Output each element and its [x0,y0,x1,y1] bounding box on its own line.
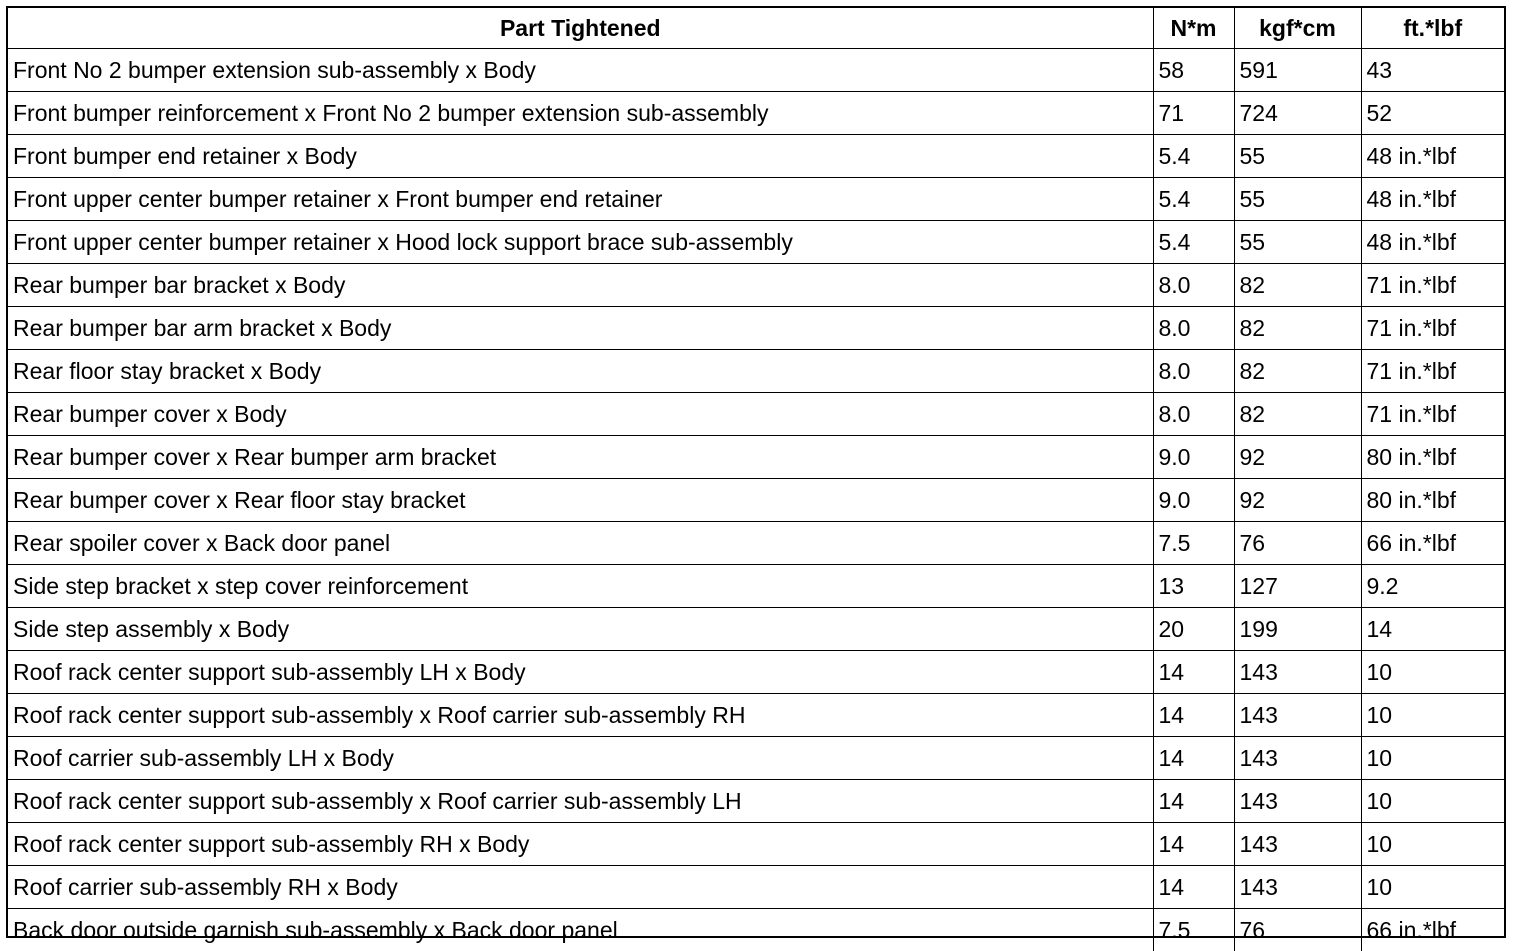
cell-ft-lbf: 80 in.*lbf [1361,479,1504,522]
cell-ft-lbf: 66 in.*lbf [1361,522,1504,565]
table-row [8,221,1504,264]
cell-part-tightened: Roof rack center support sub-assembly x Roof carrier sub-assembly LH [8,780,1153,823]
cell-part-tightened: Front upper center bumper retainer x Front bumper end retainer [8,178,1153,221]
table-row [8,823,1504,866]
cell-ft-lbf: 9.2 [1361,565,1504,608]
torque-spec-table-frame [6,6,1506,938]
table-row [8,866,1504,909]
cell-nm: 8.0 [1153,350,1234,393]
cell-kgf-cm: 199 [1234,608,1361,651]
table-row [8,565,1504,608]
cell-part-tightened: Front bumper end retainer x Body [8,135,1153,178]
cell-nm: 14 [1153,694,1234,737]
cell-part-tightened: Rear spoiler cover x Back door panel [8,522,1153,565]
table-row [8,694,1504,737]
cell-ft-lbf: 10 [1361,651,1504,694]
cell-kgf-cm: 92 [1234,479,1361,522]
cell-kgf-cm: 143 [1234,737,1361,780]
cell-part-tightened: Side step bracket x step cover reinforcement [8,565,1153,608]
table-row [8,307,1504,350]
cell-part-tightened: Roof rack center support sub-assembly LH x Body [8,651,1153,694]
torque-spec-table [8,8,1504,951]
table-row [8,780,1504,823]
cell-part-tightened: Roof carrier sub-assembly RH x Body [8,866,1153,909]
cell-kgf-cm: 55 [1234,178,1361,221]
cell-part-tightened: Side step assembly x Body [8,608,1153,651]
cell-nm: 7.5 [1153,909,1234,951]
table-row [8,92,1504,135]
cell-part-tightened: Rear floor stay bracket x Body [8,350,1153,393]
cell-kgf-cm: 143 [1234,823,1361,866]
cell-ft-lbf: 43 [1361,49,1504,92]
cell-ft-lbf: 80 in.*lbf [1361,436,1504,479]
cell-ft-lbf: 48 in.*lbf [1361,221,1504,264]
cell-kgf-cm: 143 [1234,866,1361,909]
cell-nm: 8.0 [1153,264,1234,307]
header-ft-lbf: ft.*lbf [1361,8,1504,49]
table-body [8,49,1504,951]
cell-part-tightened: Roof rack center support sub-assembly RH x Body [8,823,1153,866]
table-row [8,909,1504,951]
cell-ft-lbf: 52 [1361,92,1504,135]
cell-nm: 9.0 [1153,479,1234,522]
cell-nm: 58 [1153,49,1234,92]
cell-ft-lbf: 48 in.*lbf [1361,178,1504,221]
table-row [8,436,1504,479]
cell-kgf-cm: 82 [1234,350,1361,393]
cell-ft-lbf: 10 [1361,694,1504,737]
cell-part-tightened: Front bumper reinforcement x Front No 2 bumper extension sub-assembly [8,92,1153,135]
table-row [8,178,1504,221]
cell-kgf-cm: 76 [1234,909,1361,951]
cell-kgf-cm: 143 [1234,780,1361,823]
cell-nm: 5.4 [1153,135,1234,178]
cell-kgf-cm: 82 [1234,307,1361,350]
cell-ft-lbf: 66 in.*lbf [1361,909,1504,951]
cell-nm: 8.0 [1153,393,1234,436]
cell-ft-lbf: 48 in.*lbf [1361,135,1504,178]
cell-nm: 13 [1153,565,1234,608]
cell-nm: 8.0 [1153,307,1234,350]
table-row [8,264,1504,307]
cell-kgf-cm: 55 [1234,221,1361,264]
cell-kgf-cm: 127 [1234,565,1361,608]
table-row [8,350,1504,393]
cell-kgf-cm: 92 [1234,436,1361,479]
cell-kgf-cm: 82 [1234,264,1361,307]
cell-part-tightened: Front No 2 bumper extension sub-assembly x Body [8,49,1153,92]
table-row [8,135,1504,178]
cell-nm: 7.5 [1153,522,1234,565]
cell-part-tightened: Back door outside garnish sub-assembly x Back door panel [8,909,1153,951]
cell-kgf-cm: 591 [1234,49,1361,92]
cell-kgf-cm: 55 [1234,135,1361,178]
cell-nm: 5.4 [1153,221,1234,264]
cell-part-tightened: Roof rack center support sub-assembly x Roof carrier sub-assembly RH [8,694,1153,737]
cell-part-tightened: Rear bumper cover x Rear bumper arm bracket [8,436,1153,479]
cell-nm: 14 [1153,737,1234,780]
cell-nm: 20 [1153,608,1234,651]
table-row [8,479,1504,522]
header-nm: N*m [1153,8,1234,49]
cell-ft-lbf: 71 in.*lbf [1361,393,1504,436]
cell-ft-lbf: 71 in.*lbf [1361,264,1504,307]
table-row [8,651,1504,694]
cell-part-tightened: Roof carrier sub-assembly LH x Body [8,737,1153,780]
table-row [8,393,1504,436]
cell-kgf-cm: 143 [1234,694,1361,737]
cell-nm: 5.4 [1153,178,1234,221]
cell-ft-lbf: 10 [1361,737,1504,780]
header-part-tightened: Part Tightened [8,8,1153,49]
cell-nm: 14 [1153,866,1234,909]
cell-part-tightened: Rear bumper bar bracket x Body [8,264,1153,307]
header-kgf-cm: kgf*cm [1234,8,1361,49]
cell-ft-lbf: 10 [1361,823,1504,866]
table-header-row [8,8,1504,49]
cell-kgf-cm: 724 [1234,92,1361,135]
cell-ft-lbf: 10 [1361,866,1504,909]
cell-nm: 71 [1153,92,1234,135]
cell-kgf-cm: 82 [1234,393,1361,436]
cell-part-tightened: Rear bumper cover x Body [8,393,1153,436]
table-row [8,737,1504,780]
cell-ft-lbf: 71 in.*lbf [1361,307,1504,350]
table-row [8,608,1504,651]
cell-nm: 14 [1153,651,1234,694]
cell-part-tightened: Front upper center bumper retainer x Hood lock support brace sub-assembly [8,221,1153,264]
cell-ft-lbf: 10 [1361,780,1504,823]
cell-ft-lbf: 14 [1361,608,1504,651]
table-row [8,49,1504,92]
cell-nm: 14 [1153,823,1234,866]
cell-kgf-cm: 143 [1234,651,1361,694]
cell-part-tightened: Rear bumper cover x Rear floor stay bracket [8,479,1153,522]
cell-nm: 14 [1153,780,1234,823]
cell-nm: 9.0 [1153,436,1234,479]
cell-ft-lbf: 71 in.*lbf [1361,350,1504,393]
cell-kgf-cm: 76 [1234,522,1361,565]
cell-part-tightened: Rear bumper bar arm bracket x Body [8,307,1153,350]
table-row [8,522,1504,565]
